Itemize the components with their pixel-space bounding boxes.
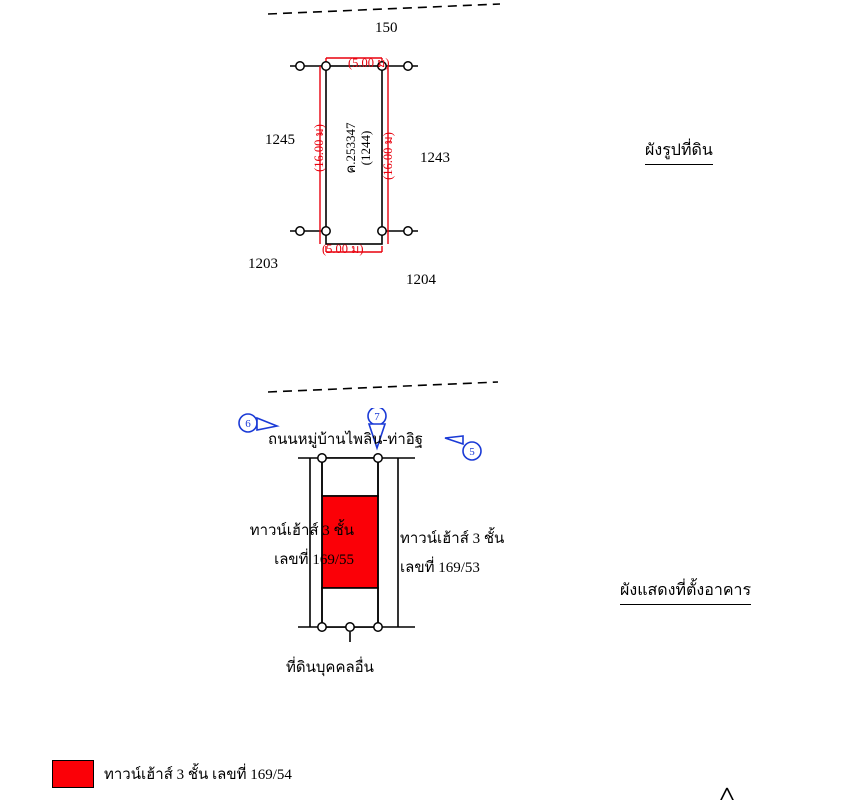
marker-7-number: 7 [374,411,380,423]
building-node-bottom-left [318,623,326,631]
side-node-left-bottom [296,227,304,235]
land-left-number: 1245 [265,132,295,148]
dim-left-label: (16.00 ม) [312,124,326,172]
marker-6-number: 6 [245,418,251,430]
parcel-label-line2: (1244) [358,130,373,166]
road-dashed-boundary [268,382,498,392]
left-building-label-line2: เลขที่ 169/55 [274,552,354,568]
dim-right-label: (16.00 ม) [381,132,395,180]
parcel-label-wrap [310,98,410,198]
building-node-bottom-right [374,623,382,631]
corner-node-bottom-right [378,227,386,235]
marker-5-number: 5 [469,446,475,458]
north-arrow-icon [716,786,738,800]
right-building-label [400,526,550,579]
top-dashed-boundary [268,4,500,14]
land-right-number: 1243 [420,150,450,166]
corner-node-bottom-left [322,227,330,235]
side-node-right-bottom [404,227,412,235]
left-building-label [214,518,354,571]
bottom-note: ที่ดินบุคคลอื่น [286,660,374,676]
marker-5-group [445,436,481,460]
right-building-label-line2: เลขที่ 169/53 [400,560,480,576]
building-node-bottom-center [346,623,354,631]
side-node-left-top [296,62,304,70]
building-block-bottom [322,588,378,627]
north-arrow-svg [716,786,738,800]
side-node-right-top [404,62,412,70]
right-building-label-line1: ทาวน์เฮ้าส์ 3 ชั้น [400,531,505,547]
land-bottom-left-number: 1203 [248,256,278,272]
building-plan-title: ผังแสดงที่ตั้งอาคาร [620,578,751,605]
legend [52,760,292,788]
land-bottom-right-number: 1204 [406,272,436,288]
dim-bottom-label: (5.00 ม) [322,242,364,256]
corner-node-top-left [322,62,330,70]
left-building-label-line1: ทาวน์เฮ้าส์ 3 ชั้น [249,523,354,539]
land-top-number: 150 [375,20,398,36]
land-plan-title: ผังรูปที่ดิน [645,138,713,165]
parcel-label-line1: ค.253347 [343,122,358,174]
road-label: ถนนหมู่บ้านไพลิน-ท่าอิฐ [268,432,424,448]
legend-text: ทาวน์เฮ้าส์ 3 ชั้น เลขที่ 169/54 [104,767,292,783]
dim-top-label: (5.00 ม) [348,56,390,70]
legend-color-swatch [52,760,94,788]
